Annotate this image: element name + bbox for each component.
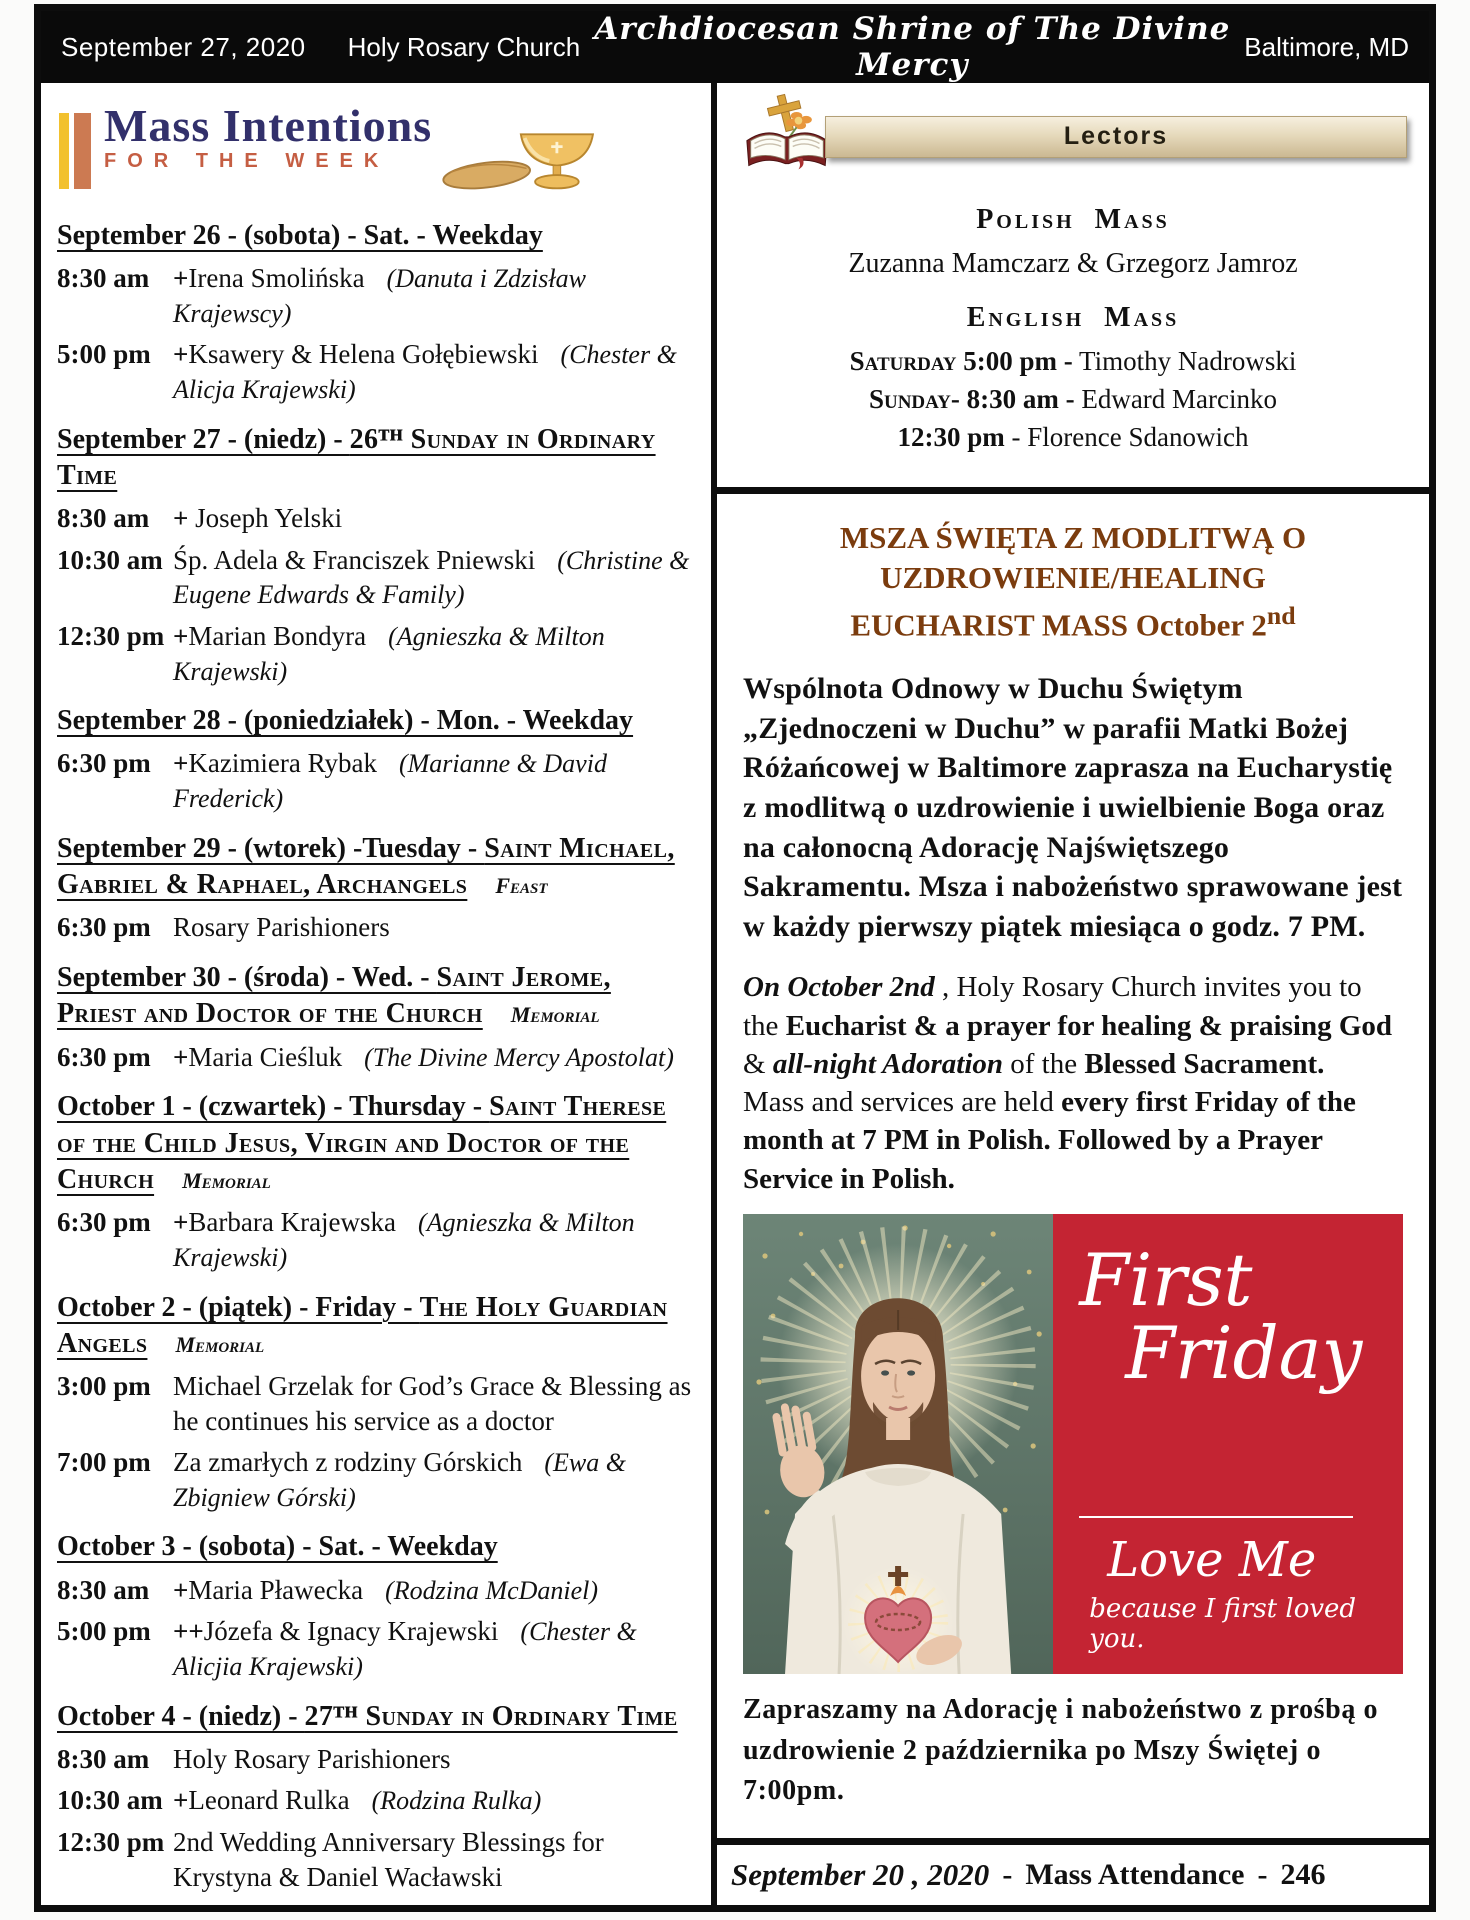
- english-mass-heading: English Mass: [966, 302, 1180, 333]
- lectors-section: [717, 83, 1429, 487]
- intention-text: ++Józefa & Ignacy Krajewski (Chester & Alicjia Krajewski): [173, 1616, 637, 1681]
- sacred-heart-jesus-image: [743, 1214, 1053, 1674]
- mass-intention-row: [57, 1783, 697, 1818]
- cross-symbol: ++: [173, 1616, 204, 1647]
- section-divider: [717, 1838, 1429, 1845]
- lector-name: - Florence Sdanowich: [1011, 422, 1249, 452]
- intention-time: 6:30 pm: [57, 1207, 151, 1238]
- attendance-count: 246: [1280, 1858, 1326, 1891]
- day-heading: October 1 - (czwartek) - Thursday - Saint Therese of the Child Jesus, Virgin and Doctor of the Church Memorial: [57, 1091, 667, 1196]
- mass-intention-row: [57, 261, 697, 330]
- mass-intention-row: [57, 1369, 697, 1438]
- cross-symbol: +: [173, 1785, 189, 1816]
- header-church-name: Holy Rosary Church: [347, 31, 581, 62]
- intention-text: Michael Grzelak for God’s Grace & Blessing as he continues his service as a doctor: [173, 1371, 692, 1436]
- day-heading: October 3 - (sobota) - Sat. - Weekday: [57, 1531, 498, 1563]
- intention-text: +Maria Cieśluk (The Divine Mercy Apostolat): [173, 1041, 674, 1072]
- intention-donor: (Chester & Alicjia Krajewski): [173, 1617, 637, 1681]
- header-date: September 27, 2020: [61, 31, 306, 62]
- section-divider: [717, 487, 1429, 494]
- lector-time: 12:30 pm: [897, 422, 1005, 452]
- intention-donor: (Marianne & David Frederick): [173, 749, 607, 814]
- intention-text: +Maria Pławecka (Rodzina McDaniel): [173, 1574, 599, 1605]
- mass-intention-row: [57, 337, 697, 406]
- lector-name: Edward Marcinko: [1081, 384, 1278, 414]
- mass-intention-row: [57, 1040, 697, 1075]
- intention-text: +Ksawery & Helena Gołębiewski (Chester & Alicja Krajewski): [173, 339, 677, 405]
- lector-time: 8:30 am -: [966, 384, 1075, 414]
- lector-name: Timothy Nadrowski: [1079, 346, 1297, 376]
- logo-title: Mass Intentions: [104, 100, 433, 151]
- day-block: [57, 703, 697, 815]
- polish-mass-heading: Polish Mass: [976, 204, 1170, 235]
- feast-tag: Memorial: [510, 1002, 600, 1028]
- mass-intentions-logo: [59, 100, 697, 203]
- attendance-date: September 20 , 2020: [731, 1857, 990, 1892]
- intention-time: 8:30 am: [57, 263, 150, 294]
- intention-text: +Leonard Rulka (Rodzina Rulka): [173, 1785, 542, 1816]
- intention-donor: (The Divine Mercy Apostolat): [364, 1042, 674, 1072]
- intention-time: 8:30 am: [57, 503, 150, 534]
- lector-day: Sunday-: [868, 384, 960, 414]
- day-block: [57, 1529, 697, 1683]
- mass-intentions-list: [57, 218, 697, 1894]
- day-block: [57, 960, 697, 1074]
- adoration-invite-note: Zapraszamy na Adorację i nabożeństwo z prośbą o uzdrowienie 2 października po Mszy Świętej o 7:00pm.: [743, 1693, 1379, 1807]
- healing-mass-title: MSZA ŚWIĘTA Z MODLITWĄ O UZDROWIENIE/HEALING EUCHARIST MASS October 2nd: [839, 520, 1307, 642]
- day-block: [57, 1699, 697, 1895]
- intention-time: 5:00 pm: [57, 1616, 151, 1647]
- first-friday-word2: Friday: [1125, 1311, 1363, 1396]
- cross-symbol: +: [173, 621, 189, 651]
- first-friday-image: [743, 1214, 1403, 1674]
- day-heading: October 4 - (niedz) - 27ᵀᴴ Sunday in Ordinary Time: [57, 1700, 678, 1732]
- intention-time: 5:00 pm: [57, 339, 151, 370]
- intention-time: 8:30 am: [57, 1743, 150, 1774]
- mass-intention-row: [57, 746, 697, 815]
- mass-intention-row: [57, 1445, 697, 1514]
- intention-text: +Barbara Krajewska (Agnieszka & Milton Krajewski): [173, 1207, 635, 1272]
- intention-time: 10:30 am: [57, 1785, 163, 1816]
- intention-time: 7:00 pm: [57, 1447, 151, 1478]
- cross-symbol: +: [173, 339, 189, 370]
- intention-time: 8:30 am: [57, 1574, 150, 1605]
- day-block: [57, 422, 697, 689]
- cross-symbol: +: [173, 1041, 189, 1072]
- feast-tag: Feast: [495, 872, 548, 898]
- intention-donor: (Ewa & Zbigniew Górski): [173, 1448, 626, 1512]
- intention-time: 6:30 pm: [57, 1041, 151, 1072]
- cross-symbol: +: [173, 503, 196, 534]
- intention-donor: (Agnieszka & Milton Krajewski): [173, 622, 605, 686]
- mass-intention-row: [57, 543, 697, 612]
- logo-bars-decoration: [59, 113, 91, 189]
- intention-text: +Kazimiera Rybak (Marianne & David Frederick): [173, 748, 607, 814]
- first-friday-panel: [1053, 1214, 1403, 1674]
- intention-text: Holy Rosary Parishioners: [173, 1743, 451, 1774]
- lectors-banner: [739, 91, 1407, 182]
- first-friday-love-me: Love Me: [1107, 1531, 1317, 1588]
- mass-attendance-bar: September 20 , 2020 - Mass Attendance - 246: [731, 1857, 1326, 1892]
- intention-time: 3:00 pm: [57, 1371, 151, 1402]
- lector-day: Saturday: [849, 346, 957, 376]
- intention-donor: (Danuta i Zdzisław Krajewscy): [173, 264, 586, 328]
- mass-intention-row: [57, 910, 697, 945]
- intention-text: Za zmarłych z rodziny Górskich (Ewa & Zbigniew Górski): [173, 1447, 626, 1512]
- attendance-label: Mass Attendance: [1025, 1858, 1245, 1891]
- intention-donor: (Rodzina Rulka): [371, 1786, 542, 1816]
- lector-line: [739, 422, 1407, 453]
- day-heading: September 28 - (poniedziałek) - Mon. - Weekday: [57, 705, 634, 737]
- healing-polish-paragraph: Wspólnota Odnowy w Duchu Świętym „Zjednoczeni w Duchu” w parafii Matki Bożej Różańcowej w Baltimore zaprasza na Eucharystię z modlitwą o uzdrowienie i uwielbienie Boga oraz na całonocną Adorację Najświętszego Sakramentu. Msza i nabożeństwo sprawowane jest w każdy pierwszy piątek miesiąca o godz. 7 PM.: [743, 672, 1403, 943]
- mass-intention-row: [57, 1205, 697, 1274]
- intention-donor: (Rodzina McDaniel): [385, 1575, 599, 1605]
- day-heading: September 26 - (sobota) - Sat. - Weekday: [57, 220, 543, 251]
- mass-intention-row: [57, 1614, 697, 1683]
- healing-mass-section: [717, 494, 1429, 1838]
- intention-time: 12:30 pm: [57, 1826, 165, 1857]
- cross-symbol: +: [173, 1207, 189, 1238]
- mass-intention-row: [57, 1742, 697, 1777]
- header-city: Baltimore, MD: [1244, 31, 1409, 62]
- intention-text: +Irena Smolińska (Danuta i Zdzisław Krajewscy): [173, 263, 586, 328]
- cross-symbol: +: [173, 1574, 189, 1605]
- lector-line: [739, 346, 1407, 377]
- day-heading: September 29 - (wtorek) -Tuesday - Saint Michael, Gabriel & Raphael, Archangels Feast: [57, 832, 675, 900]
- day-block: [57, 831, 697, 945]
- intention-time: 6:30 pm: [57, 912, 151, 943]
- mass-intention-row: [57, 619, 697, 688]
- first-friday-rule: [1079, 1516, 1353, 1518]
- day-heading: October 2 - (piątek) - Friday - The Holy Guardian Angels Memorial: [57, 1291, 668, 1359]
- intention-time: 6:30 pm: [57, 748, 151, 779]
- lector-time: 5:00 pm -: [963, 346, 1073, 376]
- intention-donor: (Agnieszka & Milton Krajewski): [173, 1208, 635, 1272]
- lector-line: [739, 384, 1407, 415]
- feast-tag: Memorial: [182, 1168, 271, 1194]
- day-block: [57, 218, 697, 407]
- cross-symbol: +: [173, 263, 189, 294]
- mass-intention-row: [57, 1573, 697, 1608]
- intention-text: + Joseph Yelski: [173, 503, 343, 534]
- day-block: [57, 1290, 697, 1515]
- open-book-icon: [739, 91, 835, 182]
- healing-english-paragraph: On October 2nd , Holy Rosary Church invites you to the Eucharist & a prayer for healing & praising God & all-night Adoration of the Blessed Sacrament. Mass and services are held every first Friday of the month at 7 PM in Polish. Followed by a Prayer Service in Polish.: [743, 971, 1393, 1195]
- mass-intention-row: [57, 501, 697, 536]
- intention-time: 10:30 am: [57, 544, 163, 575]
- day-block: [57, 1089, 697, 1274]
- intention-time: 12:30 pm: [57, 621, 165, 651]
- mass-intentions-column: [41, 83, 717, 1905]
- cross-symbol: +: [173, 748, 189, 779]
- logo-subtitle: FOR THE WEEK: [104, 150, 390, 172]
- right-column: [717, 83, 1429, 1905]
- feast-tag: Memorial: [175, 1331, 265, 1357]
- bulletin-page: [34, 4, 1436, 1912]
- lectors-title: Lectors: [1063, 122, 1169, 150]
- intention-text: +Marian Bondyra (Agnieszka & Milton Krajewski): [173, 621, 605, 686]
- intention-donor: (Chester & Alicja Krajewski): [173, 340, 677, 405]
- intention-text: Śp. Adela & Franciszek Pniewski (Christine & Eugene Edwards & Family): [173, 544, 690, 610]
- first-friday-because: because I first loved you.: [1089, 1593, 1357, 1654]
- mass-intention-row: [57, 1825, 697, 1894]
- bulletin-columns: [41, 83, 1429, 1905]
- intention-text: 2nd Wedding Anniversary Blessings for Krystyna & Daniel Wacławski: [173, 1826, 604, 1892]
- day-heading: September 30 - (środa) - Wed. - Saint Jerome, Priest and Doctor of the Church Memorial: [57, 961, 611, 1030]
- intention-donor: (Christine & Eugene Edwards & Family): [173, 545, 690, 610]
- intention-text: Rosary Parishioners: [173, 912, 390, 943]
- day-heading: September 27 - (niedz) - 26ᵀᴴ Sunday in Ordinary Time: [57, 423, 656, 491]
- first-friday-word1: First: [1079, 1237, 1253, 1322]
- header-bar: [41, 11, 1429, 83]
- polish-mass-lectors: Zuzanna Mamczarz & Grzegorz Jamroz: [848, 248, 1298, 279]
- header-shrine-title: Archdiocesan Shrine of The Divine Mercy: [594, 11, 1231, 83]
- chalice-icon: [434, 121, 602, 200]
